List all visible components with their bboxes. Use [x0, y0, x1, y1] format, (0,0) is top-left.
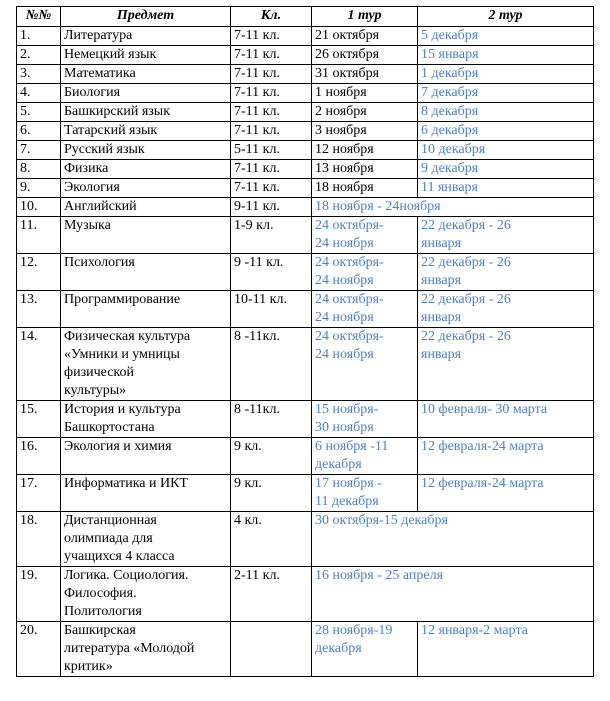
grade-cell: 7-11 кл.: [231, 84, 312, 103]
grade-cell: 9 кл.: [231, 438, 312, 475]
subject-cell: Программирование: [61, 291, 231, 328]
grade-cell: 8 -11кл.: [231, 328, 312, 401]
subject-cell: Физическая культура «Умники и умницы физической культуры»: [61, 328, 231, 401]
combined-dates-cell: 16 ноября - 25 апреля: [312, 567, 594, 622]
grade-cell: 5-11 кл.: [231, 141, 312, 160]
combined-dates-cell: 30 октября-15 декабря: [312, 512, 594, 567]
grade-cell: 4 кл.: [231, 512, 312, 567]
table-row: [17, 328, 594, 401]
round2-cell: 10 декабря: [418, 141, 594, 160]
subject-cell: Башкирская литература «Молодой критик»: [61, 622, 231, 677]
subject-cell: Логика. Социология. Философия. Политология: [61, 567, 231, 622]
subject-cell: Информатика и ИКТ: [61, 475, 231, 512]
row-number: 15.: [17, 401, 61, 438]
grade-cell: 10-11 кл.: [231, 291, 312, 328]
table-row: [17, 65, 594, 84]
round2-cell: 22 декабря - 26 января: [418, 291, 594, 328]
round1-cell: 24 октября- 24 ноября: [312, 291, 418, 328]
grade-cell: [231, 622, 312, 677]
grade-cell: 2-11 кл.: [231, 567, 312, 622]
row-number: 11.: [17, 217, 61, 254]
round2-cell: 6 декабря: [418, 122, 594, 141]
header-row: [17, 7, 594, 27]
table-row: [17, 567, 594, 622]
subject-cell: Биология: [61, 84, 231, 103]
row-number: 10.: [17, 198, 61, 217]
round1-cell: 1 ноября: [312, 84, 418, 103]
header-round1: 1 тур: [312, 7, 418, 27]
grade-cell: 7-11 кл.: [231, 122, 312, 141]
grade-cell: 1-9 кл.: [231, 217, 312, 254]
row-number: 16.: [17, 438, 61, 475]
grade-cell: 7-11 кл.: [231, 103, 312, 122]
round2-cell: 10 февраля- 30 марта: [418, 401, 594, 438]
row-number: 6.: [17, 122, 61, 141]
table-row: [17, 198, 594, 217]
grade-cell: 7-11 кл.: [231, 65, 312, 84]
grade-cell: 8 -11кл.: [231, 401, 312, 438]
round2-cell: 22 декабря - 26 января: [418, 217, 594, 254]
round1-cell: 31 октября: [312, 65, 418, 84]
row-number: 18.: [17, 512, 61, 567]
round2-cell: 15 января: [418, 46, 594, 65]
row-number: 20.: [17, 622, 61, 677]
header-num: №№: [17, 7, 61, 27]
table-row: [17, 217, 594, 254]
table-row: [17, 84, 594, 103]
subject-cell: Экология: [61, 179, 231, 198]
subject-cell: Математика: [61, 65, 231, 84]
header-round2: 2 тур: [418, 7, 594, 27]
subject-cell: Дистанционная олимпиада для учащихся 4 класса: [61, 512, 231, 567]
table-row: [17, 475, 594, 512]
round1-cell: 24 октября- 24 ноября: [312, 217, 418, 254]
round2-cell: 1 декабря: [418, 65, 594, 84]
round2-cell: 22 декабря - 26 января: [418, 254, 594, 291]
round2-cell: 12 января-2 марта: [418, 622, 594, 677]
row-number: 1.: [17, 27, 61, 46]
grade-cell: 9 -11 кл.: [231, 254, 312, 291]
grade-cell: 7-11 кл.: [231, 27, 312, 46]
grade-cell: 9 кл.: [231, 475, 312, 512]
table-row: [17, 46, 594, 65]
table-row: [17, 179, 594, 198]
round2-cell: 8 декабря: [418, 103, 594, 122]
round1-cell: 3 ноября: [312, 122, 418, 141]
table-row: [17, 122, 594, 141]
round1-cell: 26 октября: [312, 46, 418, 65]
grade-cell: 7-11 кл.: [231, 160, 312, 179]
grade-cell: 9-11 кл.: [231, 198, 312, 217]
table-row: [17, 141, 594, 160]
row-number: 2.: [17, 46, 61, 65]
subject-cell: Психология: [61, 254, 231, 291]
row-number: 9.: [17, 179, 61, 198]
round1-cell: 15 ноября- 30 ноября: [312, 401, 418, 438]
round2-cell: 9 декабря: [418, 160, 594, 179]
row-number: 19.: [17, 567, 61, 622]
subject-cell: Татарский язык: [61, 122, 231, 141]
grade-cell: 7-11 кл.: [231, 179, 312, 198]
table-row: [17, 27, 594, 46]
olympiad-schedule-table: [16, 6, 594, 677]
round1-cell: 24 октября- 24 ноября: [312, 328, 418, 401]
header-grade: Кл.: [231, 7, 312, 27]
round1-cell: 17 ноября - 11 декабря: [312, 475, 418, 512]
table-row: [17, 401, 594, 438]
row-number: 8.: [17, 160, 61, 179]
row-number: 3.: [17, 65, 61, 84]
subject-cell: Музыка: [61, 217, 231, 254]
subject-cell: Русский язык: [61, 141, 231, 160]
round1-cell: 2 ноября: [312, 103, 418, 122]
row-number: 7.: [17, 141, 61, 160]
row-number: 17.: [17, 475, 61, 512]
round1-cell: 18 ноября: [312, 179, 418, 198]
table-row: [17, 438, 594, 475]
row-number: 14.: [17, 328, 61, 401]
combined-dates-cell: 18 ноября - 24ноября: [312, 198, 594, 217]
round1-cell: 24 октября- 24 ноября: [312, 254, 418, 291]
subject-cell: Экология и химия: [61, 438, 231, 475]
row-number: 4.: [17, 84, 61, 103]
round2-cell: 11 января: [418, 179, 594, 198]
round1-cell: 13 ноября: [312, 160, 418, 179]
subject-cell: Английский: [61, 198, 231, 217]
subject-cell: Немецкий язык: [61, 46, 231, 65]
table-row: [17, 622, 594, 677]
round2-cell: 22 декабря - 26 января: [418, 328, 594, 401]
row-number: 5.: [17, 103, 61, 122]
subject-cell: История и культура Башкортостана: [61, 401, 231, 438]
header-subject: Предмет: [61, 7, 231, 27]
round2-cell: 5 декабря: [418, 27, 594, 46]
table-row: [17, 103, 594, 122]
table-row: [17, 254, 594, 291]
round1-cell: 12 ноября: [312, 141, 418, 160]
subject-cell: Литература: [61, 27, 231, 46]
subject-cell: Физика: [61, 160, 231, 179]
table-row: [17, 291, 594, 328]
round1-cell: 28 ноября-19 декабря: [312, 622, 418, 677]
row-number: 13.: [17, 291, 61, 328]
subject-cell: Башкирский язык: [61, 103, 231, 122]
round2-cell: 12 февраля-24 марта: [418, 438, 594, 475]
round2-cell: 7 декабря: [418, 84, 594, 103]
table-row: [17, 512, 594, 567]
round1-cell: 21 октября: [312, 27, 418, 46]
row-number: 12.: [17, 254, 61, 291]
grade-cell: 7-11 кл.: [231, 46, 312, 65]
table-row: [17, 160, 594, 179]
round2-cell: 12 февраля-24 марта: [418, 475, 594, 512]
round1-cell: 6 ноября -11 декабря: [312, 438, 418, 475]
